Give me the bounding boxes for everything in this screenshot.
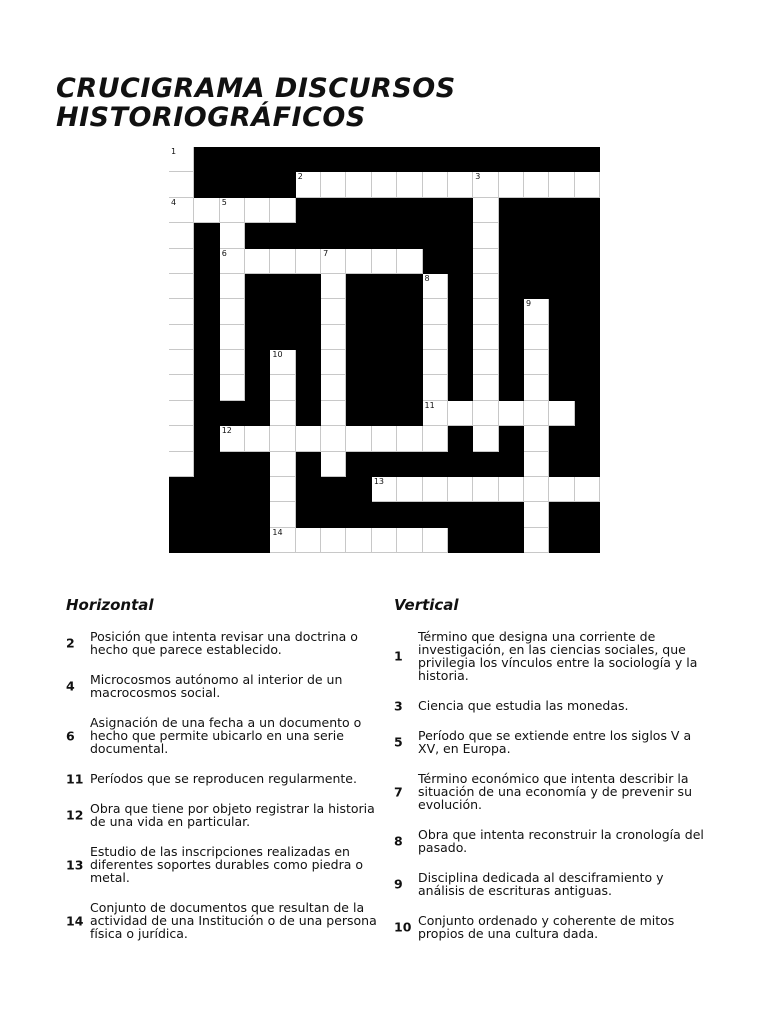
crossword-cell[interactable] xyxy=(321,299,346,324)
clue-text: Conjunto ordenado y coherente de mitos propios de una cultura dada. xyxy=(418,913,675,941)
clue-number: 11 xyxy=(66,771,84,786)
vertical-clue-9 xyxy=(394,871,714,897)
page-title xyxy=(56,74,456,132)
crossword-cell[interactable] xyxy=(321,350,346,375)
vertical-heading: Vertical xyxy=(394,596,459,614)
clue-text: Período que se extiende entre los siglos V a XV, en Europa. xyxy=(418,728,692,756)
clue-number: 2 xyxy=(66,635,75,651)
crossword-cell[interactable] xyxy=(473,426,498,451)
horizontal-clue-13 xyxy=(66,845,386,884)
clue-text: Disciplina dedicada al desciframiento y análisis de escrituras antiguas. xyxy=(418,870,664,898)
clue-text: Ciencia que estudia las monedas. xyxy=(418,698,629,713)
horizontal-clue-6 xyxy=(66,716,386,755)
crossword-cell[interactable] xyxy=(194,198,219,223)
clue-number: 9 xyxy=(394,876,403,892)
horizontal-clue-4 xyxy=(66,673,386,699)
cell-number: 14 xyxy=(272,527,283,537)
crossword-cell[interactable] xyxy=(245,198,270,223)
clue-text: Estudio de las inscripciones realizadas en diferentes soportes durables como piedra o metal. xyxy=(90,844,364,885)
vertical-clue-3 xyxy=(394,699,714,712)
clue-number: 1 xyxy=(394,648,403,664)
clue-text: Término que designa una corriente de investigación, en las ciencias sociales, que privilegia los vínculos entre la sociología y la historia. xyxy=(418,629,698,683)
clue-number: 4 xyxy=(66,678,75,694)
crossword-cell[interactable] xyxy=(220,223,245,248)
crossword-cell[interactable] xyxy=(270,528,295,553)
page-title-line-2: HISTORIOGRÁFICOS xyxy=(56,102,366,133)
crossword-grid xyxy=(169,147,600,553)
crossword-cell[interactable] xyxy=(220,274,245,299)
crossword-cell[interactable] xyxy=(220,350,245,375)
crossword-cell[interactable] xyxy=(423,528,448,553)
cell-number: 9 xyxy=(525,299,532,309)
crossword-cell[interactable] xyxy=(372,426,397,451)
crossword-cell[interactable] xyxy=(423,426,448,451)
crossword-cell[interactable] xyxy=(321,452,346,477)
crossword-cell[interactable] xyxy=(473,375,498,400)
crossword-cell[interactable] xyxy=(169,147,194,172)
crossword-cell[interactable] xyxy=(169,452,194,477)
crossword-cell[interactable] xyxy=(397,528,422,553)
crossword-cell[interactable] xyxy=(524,502,549,527)
vertical-clues-section xyxy=(394,596,714,957)
crossword-cell[interactable] xyxy=(448,477,473,502)
crossword-cell[interactable] xyxy=(423,401,448,426)
crossword-cell[interactable] xyxy=(270,249,295,274)
clue-text: Microcosmos autónomo al interior de un macrocosmos social. xyxy=(90,672,343,700)
crossword-cell[interactable] xyxy=(169,401,194,426)
crossword-cell[interactable] xyxy=(423,172,448,197)
crossword-cell[interactable] xyxy=(397,172,422,197)
crossword-cell[interactable] xyxy=(169,198,194,223)
horizontal-clues-section xyxy=(66,596,386,957)
crossword-cell[interactable] xyxy=(524,325,549,350)
crossword-cell[interactable] xyxy=(270,350,295,375)
crossword-cell[interactable] xyxy=(524,172,549,197)
clue-text: Obra que intenta reconstruir la cronología del pasado. xyxy=(418,827,704,855)
crossword-cell[interactable] xyxy=(372,528,397,553)
crossword-cell[interactable] xyxy=(423,477,448,502)
crossword-cell[interactable] xyxy=(245,249,270,274)
crossword-cell[interactable] xyxy=(346,249,371,274)
cell-number: 7 xyxy=(323,248,329,258)
cell-number: 8 xyxy=(424,273,430,283)
crossword-cell[interactable] xyxy=(524,426,549,451)
crossword-cell[interactable] xyxy=(346,426,371,451)
cell-number: 5 xyxy=(221,197,227,207)
clue-number: 10 xyxy=(394,919,412,935)
crossword-cell[interactable] xyxy=(169,274,194,299)
vertical-clue-8 xyxy=(394,828,714,854)
crossword-cell[interactable] xyxy=(270,198,295,223)
crossword-cell[interactable] xyxy=(270,426,295,451)
cell-number: 13 xyxy=(373,476,384,486)
crossword-cell[interactable] xyxy=(473,249,498,274)
crossword-cell[interactable] xyxy=(473,223,498,248)
crossword-cell[interactable] xyxy=(169,350,194,375)
crossword-cell[interactable] xyxy=(372,477,397,502)
crossword-cell[interactable] xyxy=(423,299,448,324)
clue-number: 14 xyxy=(66,913,84,928)
crossword-cell[interactable] xyxy=(448,401,473,426)
crossword-cell[interactable] xyxy=(549,172,574,197)
clue-text: Conjunto de documentos que resultan de la actividad de una Institución o de una persona física o jurídica. xyxy=(90,900,377,941)
vertical-clue-1 xyxy=(394,630,714,682)
crossword-cell[interactable] xyxy=(423,274,448,299)
crossword-cell[interactable] xyxy=(372,172,397,197)
crossword-cell[interactable] xyxy=(270,502,295,527)
crossword-cell[interactable] xyxy=(397,426,422,451)
crossword-cell[interactable] xyxy=(473,274,498,299)
clue-number: 12 xyxy=(66,807,84,823)
crossword-cell[interactable] xyxy=(321,528,346,553)
crossword-cell[interactable] xyxy=(169,299,194,324)
crossword-cell[interactable] xyxy=(524,477,549,502)
crossword-cell[interactable] xyxy=(296,172,321,197)
crossword-cell[interactable] xyxy=(473,172,498,197)
cell-number: 6 xyxy=(221,248,227,258)
crossword-cell[interactable] xyxy=(270,375,295,400)
crossword-cell[interactable] xyxy=(220,426,245,451)
cell-number: 3 xyxy=(475,172,481,182)
crossword-cell[interactable] xyxy=(524,528,549,553)
crossword-cell[interactable] xyxy=(346,528,371,553)
crossword-cell[interactable] xyxy=(473,350,498,375)
crossword-cell[interactable] xyxy=(220,249,245,274)
clue-number: 6 xyxy=(66,728,75,743)
crossword-cell[interactable] xyxy=(524,350,549,375)
crossword-cell[interactable] xyxy=(296,528,321,553)
crossword-cell[interactable] xyxy=(169,223,194,248)
clue-number: 3 xyxy=(394,698,403,713)
crossword-cell[interactable] xyxy=(321,249,346,274)
crossword-cell[interactable] xyxy=(321,375,346,400)
crossword-cell[interactable] xyxy=(524,452,549,477)
crossword-cell[interactable] xyxy=(448,172,473,197)
crossword-cell[interactable] xyxy=(397,477,422,502)
vertical-clue-10 xyxy=(394,914,714,940)
crossword-cell[interactable] xyxy=(473,477,498,502)
clue-text: Obra que tiene por objeto registrar la historia de una vida en particular. xyxy=(90,801,375,829)
crossword-cell[interactable] xyxy=(549,401,574,426)
crossword-cell[interactable] xyxy=(549,477,574,502)
clue-number: 7 xyxy=(394,784,403,799)
crossword-cell[interactable] xyxy=(220,198,245,223)
crossword-cell[interactable] xyxy=(473,198,498,223)
crossword-cell[interactable] xyxy=(270,452,295,477)
horizontal-clue-2 xyxy=(66,630,386,656)
crossword-cell[interactable] xyxy=(499,172,524,197)
crossword-cell[interactable] xyxy=(220,325,245,350)
horizontal-heading: Horizontal xyxy=(66,596,154,614)
crossword-cell[interactable] xyxy=(524,375,549,400)
horizontal-clue-12 xyxy=(66,802,386,828)
clue-number: 13 xyxy=(66,857,84,872)
crossword-cell[interactable] xyxy=(423,375,448,400)
clue-text: Término económico que intenta describir la situación de una economía y de prevenir su evolución. xyxy=(418,771,692,812)
crossword-cell[interactable] xyxy=(473,325,498,350)
crossword-cell[interactable] xyxy=(524,299,549,324)
crossword-cell[interactable] xyxy=(245,426,270,451)
crossword-cell[interactable] xyxy=(270,401,295,426)
crossword-cell[interactable] xyxy=(423,350,448,375)
crossword-cell[interactable] xyxy=(575,172,600,197)
cell-number: 2 xyxy=(297,172,303,182)
crossword-cell[interactable] xyxy=(296,249,321,274)
crossword-cell[interactable] xyxy=(169,325,194,350)
vertical-clue-7 xyxy=(394,772,714,811)
cell-number: 1 xyxy=(171,147,177,156)
clue-number: 8 xyxy=(394,833,403,849)
crossword-cell[interactable] xyxy=(321,172,346,197)
crossword-cell[interactable] xyxy=(423,325,448,350)
crossword-cell[interactable] xyxy=(321,325,346,350)
cell-number: 11 xyxy=(424,400,435,410)
page-title-line-1: CRUCIGRAMA DISCURSOS xyxy=(56,73,456,104)
clue-text: Períodos que se reproducen regularmente. xyxy=(90,771,357,786)
horizontal-clue-14 xyxy=(66,901,386,940)
crossword-cell[interactable] xyxy=(169,172,194,197)
crossword-cell[interactable] xyxy=(575,477,600,502)
crossword-cell[interactable] xyxy=(169,426,194,451)
crossword-cell[interactable] xyxy=(372,249,397,274)
cell-number: 4 xyxy=(171,197,177,207)
clue-number: 5 xyxy=(394,734,403,750)
crossword-cell[interactable] xyxy=(321,401,346,426)
crossword-cell[interactable] xyxy=(524,401,549,426)
cell-number: 10 xyxy=(272,350,283,359)
clue-text: Asignación de una fecha a un documento o hecho que permite ubicarlo en una serie documental. xyxy=(90,715,362,756)
crossword-cell[interactable] xyxy=(397,249,422,274)
vertical-clue-5 xyxy=(394,729,714,755)
crossword-cell[interactable] xyxy=(499,477,524,502)
crossword-cell[interactable] xyxy=(321,274,346,299)
horizontal-clue-11 xyxy=(66,772,386,785)
crossword-cell[interactable] xyxy=(346,172,371,197)
crossword-cell[interactable] xyxy=(220,299,245,324)
crossword-cell[interactable] xyxy=(169,375,194,400)
crossword-cell[interactable] xyxy=(321,426,346,451)
crossword-cell[interactable] xyxy=(270,477,295,502)
crossword-cell[interactable] xyxy=(473,401,498,426)
crossword-cell[interactable] xyxy=(169,249,194,274)
crossword-cell[interactable] xyxy=(473,299,498,324)
crossword-cell[interactable] xyxy=(296,426,321,451)
clue-text: Posición que intenta revisar una doctrina o hecho que parece establecido. xyxy=(90,629,358,657)
crossword-cell[interactable] xyxy=(499,401,524,426)
cell-number: 12 xyxy=(221,426,232,436)
crossword-cell[interactable] xyxy=(220,375,245,400)
